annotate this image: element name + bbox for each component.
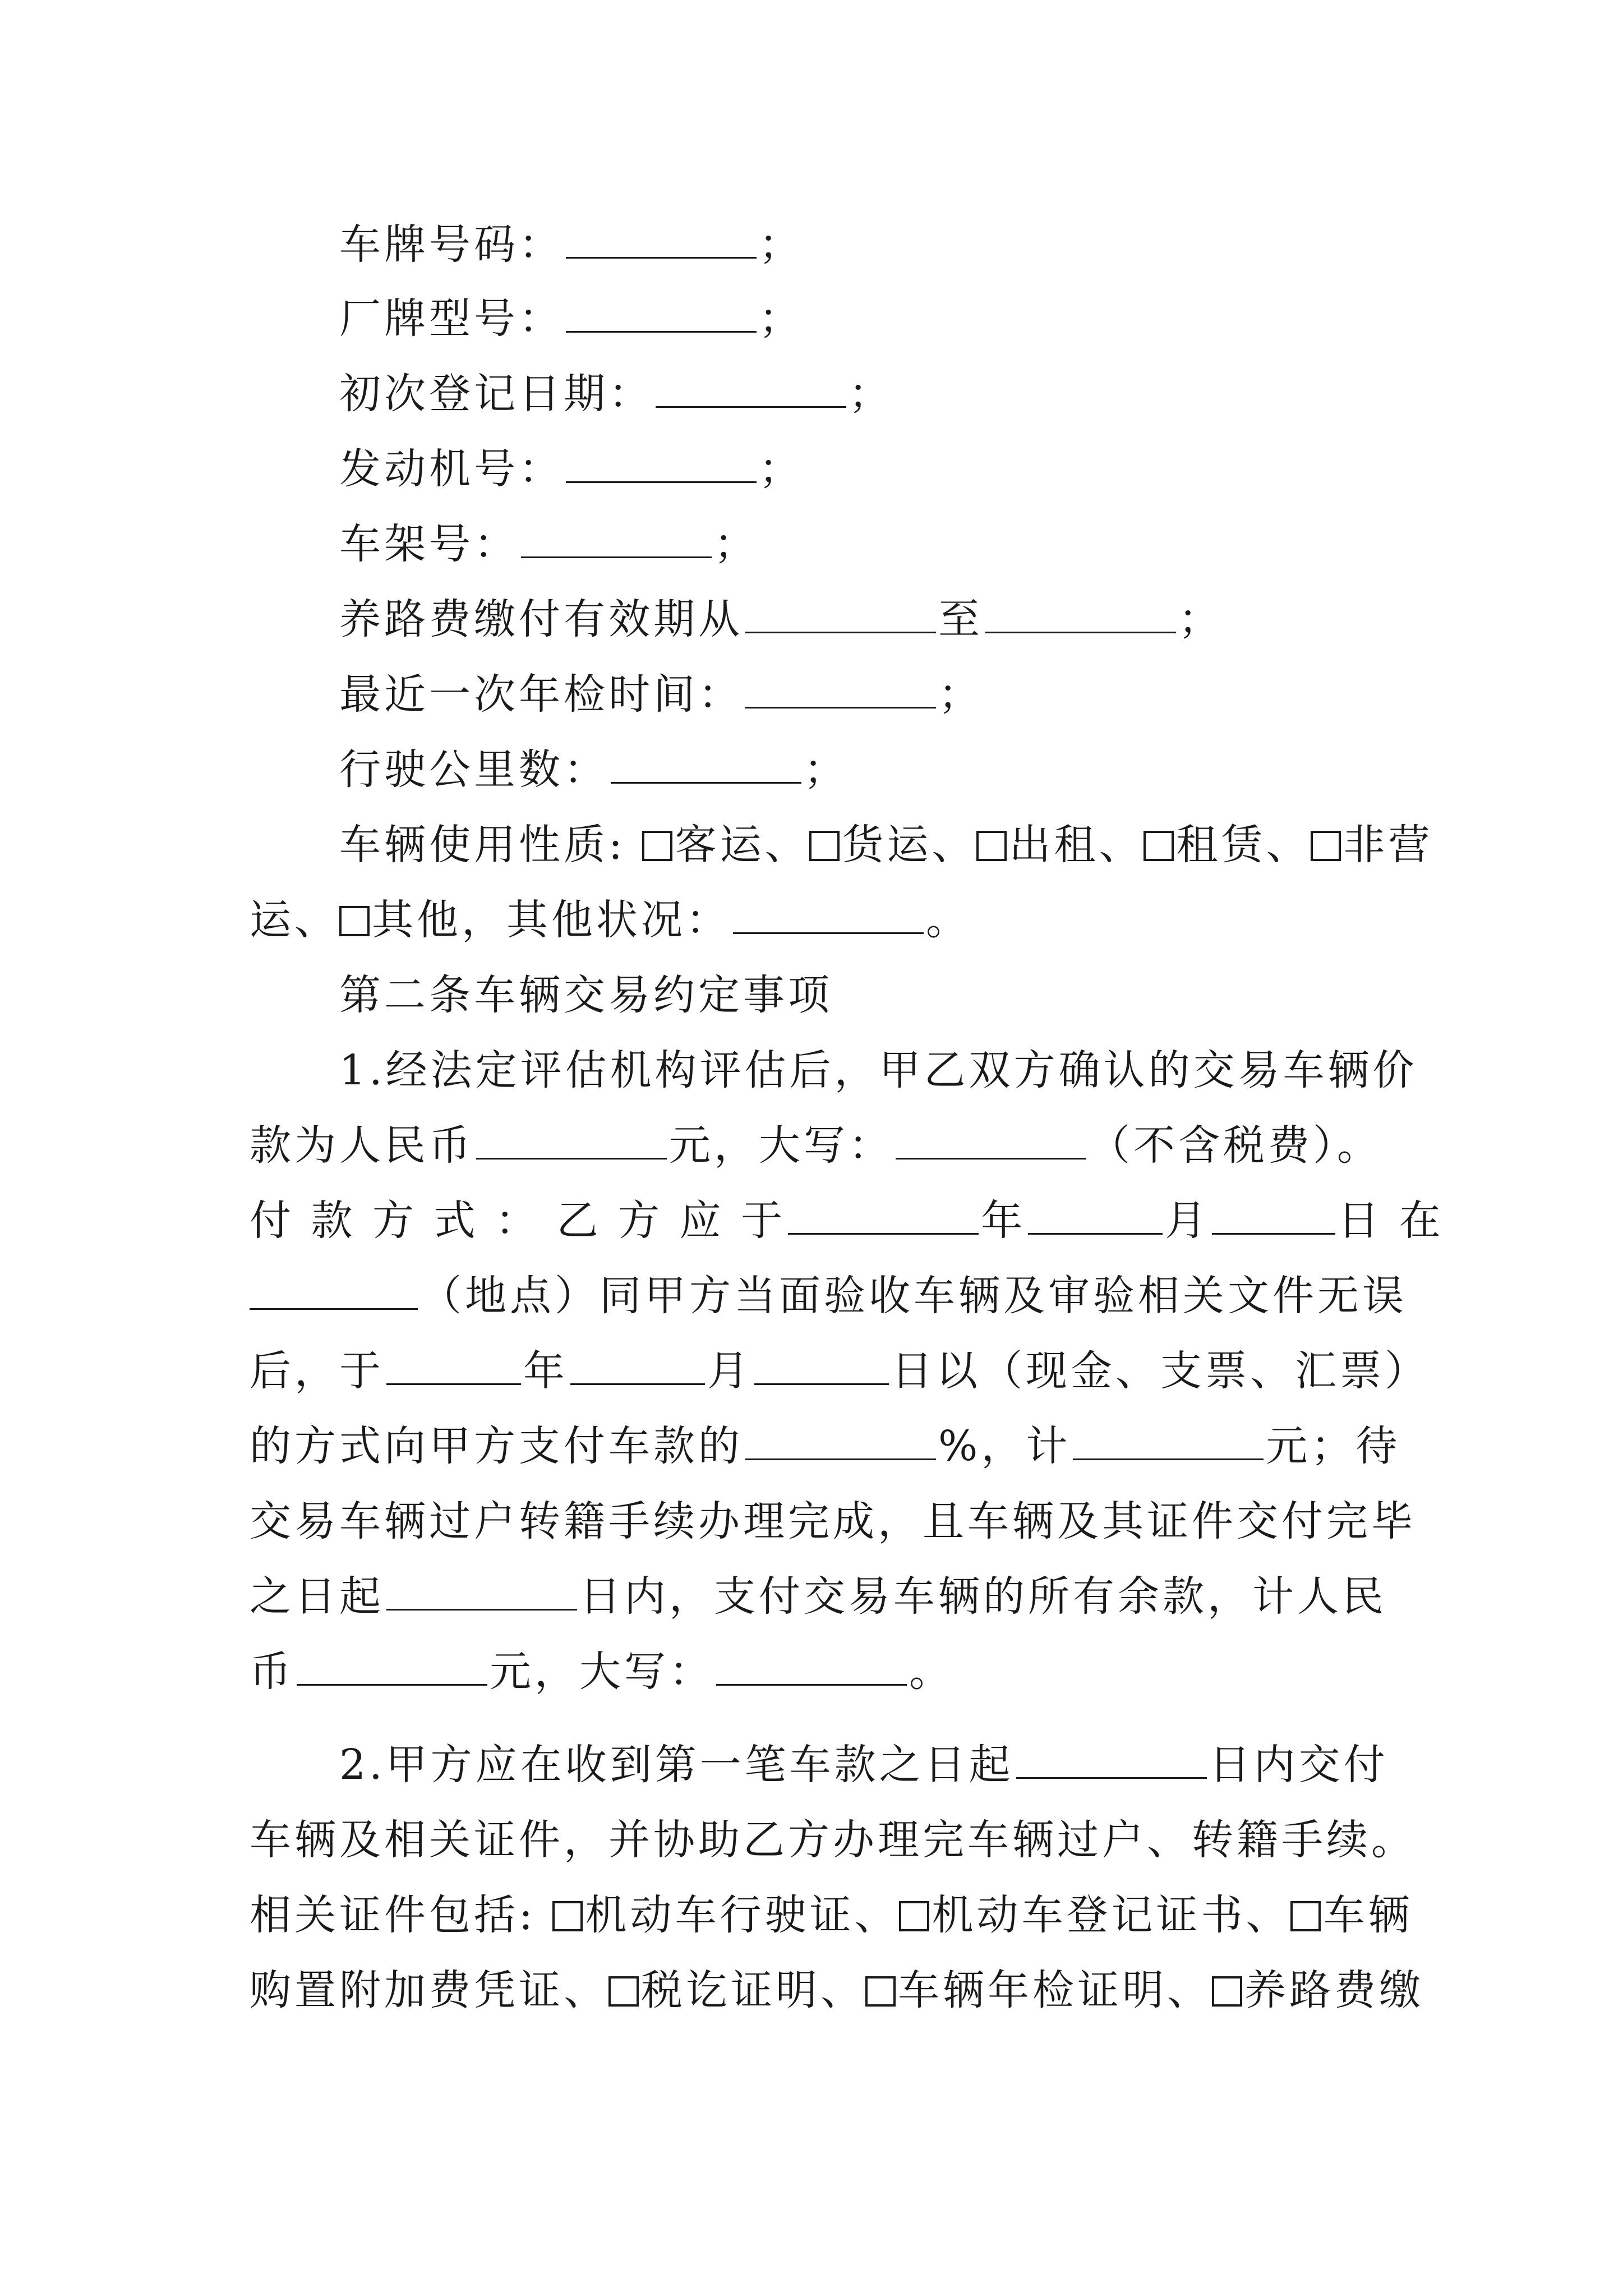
clause-1-line-2: 款为人民币 元，大写： （不含税费）。 [250, 1121, 1382, 1170]
last-inspection-label: 最近一次年检时间： [339, 670, 743, 719]
mileage-line: 行驶公里数： ； [339, 746, 849, 794]
checkbox-tax-cert[interactable] [608, 1976, 639, 2007]
checkbox-other[interactable] [339, 906, 370, 936]
first-registration-line: 初次登记日期： ； [339, 370, 893, 418]
mileage-blank[interactable] [611, 781, 801, 784]
balance-number-blank[interactable] [297, 1683, 487, 1686]
brand-model-blank[interactable] [566, 330, 757, 333]
first-registration-label: 初次登记日期： [339, 370, 653, 418]
checkbox-taxi[interactable] [976, 831, 1007, 861]
road-fee-label: 养路费缴付有效期从 [339, 595, 743, 643]
brand-model-label: 厂牌型号： [339, 295, 564, 343]
checkbox-lease[interactable] [1144, 831, 1174, 861]
pay-year-blank[interactable] [386, 1383, 521, 1385]
price-number-blank[interactable] [476, 1157, 667, 1159]
payment-month-blank[interactable] [1028, 1232, 1163, 1235]
delivery-days-blank[interactable] [1016, 1777, 1207, 1779]
percent-blank[interactable] [745, 1458, 936, 1460]
road-fee-end-blank[interactable] [985, 631, 1176, 633]
clause-1-line-9: 币 元，大写： 。 [250, 1648, 954, 1696]
frame-number-line: 车架号： ； [339, 520, 759, 568]
last-inspection-line: 最近一次年检时间： ； [339, 670, 983, 719]
article-2-heading-text: 第二条车辆交易约定事项 [339, 971, 833, 1019]
checkbox-inspection-cert[interactable] [865, 1976, 896, 2007]
clause-1-line-7: 交易车辆过户转籍手续办理完成，且车辆及其证件交付完毕 [250, 1497, 1416, 1545]
checkbox-purchase-fee[interactable] [1290, 1901, 1321, 1931]
engine-number-line: 发动机号： ； [339, 445, 804, 493]
checkbox-driving-license[interactable] [552, 1901, 583, 1931]
plate-number-blank[interactable] [566, 256, 757, 259]
checkbox-non-commercial[interactable] [1311, 831, 1341, 861]
clause-1-line-4: （地点）同甲方当面验收车辆及审验相关文件无误 [250, 1262, 1377, 1329]
pay-day-blank[interactable] [754, 1383, 889, 1385]
location-blank[interactable] [250, 1308, 418, 1310]
frame-number-label: 车架号： [339, 520, 519, 568]
checkbox-road-fee[interactable] [1212, 1976, 1242, 2007]
clause-1-line-8: 之日起 日内，支付交易车辆的所有余款，计人民 [250, 1572, 1387, 1621]
clause-1-line-5: 后，于 年 月 日以（现金、支票、汇票） [250, 1347, 1430, 1395]
usage-line: 车辆使用性质: 客运、 货运、 出租、 租赁、 非营 [339, 821, 1433, 869]
price-words-blank[interactable] [896, 1157, 1086, 1159]
first-registration-blank[interactable] [656, 406, 846, 408]
clause-1-line-1: 1.经法定评估机构评估后，甲乙双方确认的交易车辆价 [339, 1046, 1418, 1094]
clause-2-line-3: 相关证件包括: 机动车行驶证、 机动车登记证书、 车辆 [250, 1891, 1413, 1939]
balance-words-blank[interactable] [716, 1683, 907, 1686]
checkbox-passenger[interactable] [642, 831, 672, 861]
other-status-blank[interactable] [733, 932, 924, 934]
road-fee-start-blank[interactable] [745, 631, 936, 633]
pay-month-blank[interactable] [570, 1383, 705, 1385]
last-inspection-blank[interactable] [745, 706, 936, 708]
amount-blank[interactable] [1073, 1458, 1264, 1460]
engine-number-blank[interactable] [566, 481, 757, 483]
checkbox-freight[interactable] [809, 831, 840, 861]
engine-number-label: 发动机号： [339, 445, 564, 493]
frame-number-blank[interactable] [521, 556, 712, 558]
article-2-heading [339, 961, 1377, 1029]
clause-2-line-4: 购置附加费凭证、 税讫证明、 车辆年检证明、 养路费缴 [250, 1966, 1424, 2014]
mileage-label: 行驶公里数： [339, 746, 608, 794]
usage-line-continued: 运、 其他，其他状况： 。 [250, 896, 971, 944]
clause-2-line-2: 车辆及相关证件，并协助乙方办理完车辆过户、转籍手续。 [250, 1816, 1416, 1864]
plate-number-line: 车牌号码： ； [339, 220, 804, 269]
checkbox-registration-cert[interactable] [899, 1901, 929, 1931]
payment-day-blank[interactable] [1212, 1232, 1335, 1235]
road-fee-line: 养路费缴付有效期从 至 ； [339, 595, 1223, 643]
clause-1-line-6: 的方式向甲方支付车款的 %，计 元；待 [250, 1422, 1401, 1470]
clause-2-line-1: 2.甲方应在收到第一笔车款之日起 日内交付 [339, 1741, 1389, 1789]
brand-model-line: 厂牌型号： ； [339, 295, 804, 343]
clause-1-line-3: 付 款 方 式 ： 乙 方 应 于 年 月 日 在 [250, 1197, 1444, 1245]
balance-days-blank[interactable] [386, 1608, 577, 1611]
payment-year-blank[interactable] [788, 1232, 979, 1235]
usage-label: 车辆使用性质: [339, 821, 626, 869]
plate-number-label: 车牌号码： [339, 220, 564, 269]
